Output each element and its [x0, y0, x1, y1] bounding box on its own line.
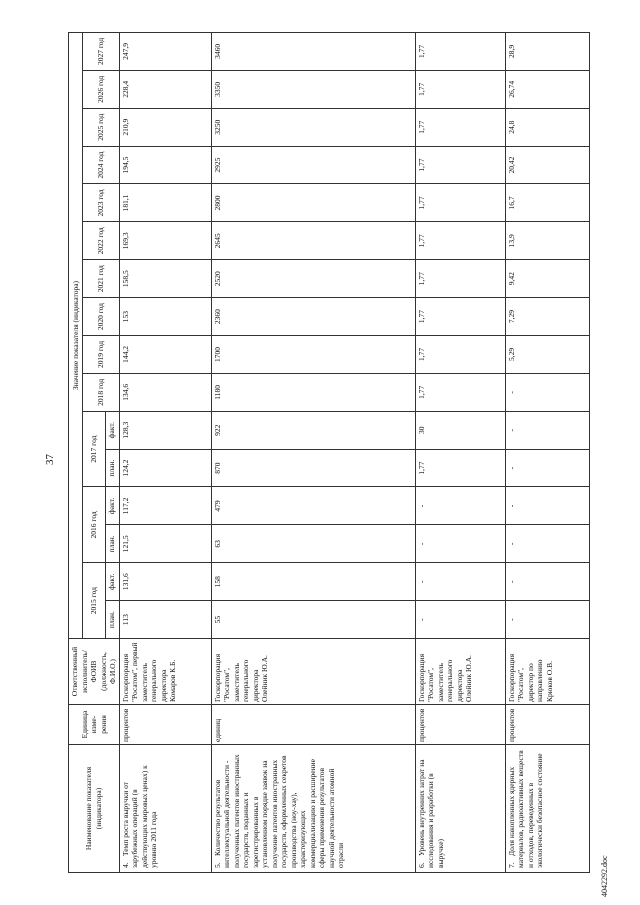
- header-year-2018: 2018 год: [83, 373, 120, 411]
- header-unit: Единица изме-рения: [69, 705, 120, 745]
- value-2027: 3460: [211, 32, 415, 70]
- value-2016-fact: 117,2: [119, 487, 211, 525]
- value-2020: 1,77: [415, 298, 505, 336]
- header-year-2016: 2016 год: [83, 487, 106, 563]
- indicator-name: Темп роста выручки от зарубежных операций (в действующих мировых ценах) к уровню 2011 года: [120, 765, 158, 868]
- value-2016-plan: 63: [211, 525, 415, 563]
- indicator-table: [68, 32, 590, 873]
- value-2021: 2520: [211, 260, 415, 298]
- value-2015-fact: 158: [211, 563, 415, 601]
- value-2015-fact: 131,6: [119, 563, 211, 601]
- header-year-2027: 2027 год: [83, 32, 120, 70]
- value-2019: 5,29: [505, 336, 589, 374]
- indicator-name: Доля накопленных ядерных материалов, радиоактивных веществ и отходов, переведенных в экологически безопасное состояние: [506, 750, 544, 868]
- value-2027: 1,77: [415, 32, 505, 70]
- value-2015-fact: -: [415, 563, 505, 601]
- indicator-name-cell: [415, 745, 505, 873]
- value-2022: 1,77: [415, 222, 505, 260]
- value-2019: 1,77: [415, 336, 505, 374]
- value-2023: 1,77: [415, 184, 505, 222]
- value-2017-plan: -: [505, 449, 589, 487]
- value-2016-plan: 121,5: [119, 525, 211, 563]
- value-2017-fact: 30: [415, 411, 505, 449]
- table-row: [119, 32, 211, 872]
- value-2019: 144,2: [119, 336, 211, 374]
- header-fact-2015: факт.: [105, 563, 119, 601]
- value-2022: 2645: [211, 222, 415, 260]
- header-year-2019: 2019 год: [83, 336, 120, 374]
- value-2026: 1,77: [415, 70, 505, 108]
- value-2016-fact: 479: [211, 487, 415, 525]
- value-2018: 134,6: [119, 373, 211, 411]
- header-year-2021: 2021 год: [83, 260, 120, 298]
- value-2015-plan: 55: [211, 601, 415, 639]
- value-2022: 169,3: [119, 222, 211, 260]
- value-2025: 3250: [211, 108, 415, 146]
- header-name: Наименование показателя (индикатора): [69, 745, 120, 873]
- footer-filename: 4042292.doc: [600, 855, 609, 897]
- value-2016-fact: -: [505, 487, 589, 525]
- unit-cell: единиц: [211, 705, 415, 745]
- value-2020: 7,29: [505, 298, 589, 336]
- value-2015-plan: -: [415, 601, 505, 639]
- indicator-name-cell: [211, 745, 415, 873]
- responsible-cell: Госкорпорация "Росатом", заместитель генерального директора Олейник Ю.А.: [415, 639, 505, 705]
- header-values-group: Значение показателя (индикатора): [69, 32, 83, 638]
- value-2023: 181,1: [119, 184, 211, 222]
- value-2021: 1,77: [415, 260, 505, 298]
- indicator-table-wrap: [68, 33, 580, 873]
- value-2015-plan: 113: [119, 601, 211, 639]
- header-year-2022: 2022 год: [83, 222, 120, 260]
- value-2017-fact: 922: [211, 411, 415, 449]
- value-2025: 1,77: [415, 108, 505, 146]
- value-2022: 13,9: [505, 222, 589, 260]
- table-row: [211, 32, 415, 872]
- value-2024: 194,5: [119, 146, 211, 184]
- value-2027: 28,9: [505, 32, 589, 70]
- value-2018: 1,77: [415, 373, 505, 411]
- responsible-cell: Госкорпорация "Росатом", заместитель генерального директора Олейник Ю.А.: [211, 639, 415, 705]
- value-2020: 153: [119, 298, 211, 336]
- value-2025: 210,9: [119, 108, 211, 146]
- header-plan-2016: план.: [105, 525, 119, 563]
- value-2016-fact: -: [415, 487, 505, 525]
- indicator-name-cell: [119, 745, 211, 873]
- value-2017-fact: 128,3: [119, 411, 211, 449]
- value-2017-plan: 124,2: [119, 449, 211, 487]
- header-plan-2015: план.: [105, 601, 119, 639]
- row-number: 7.: [506, 862, 516, 868]
- indicator-name: Уровень внутренних затрат на исследования и разработки (в выручке): [416, 759, 445, 868]
- value-2027: 247,9: [119, 32, 211, 70]
- value-2017-plan: 870: [211, 449, 415, 487]
- value-2025: 24,8: [505, 108, 589, 146]
- value-2024: 2925: [211, 146, 415, 184]
- value-2020: 2360: [211, 298, 415, 336]
- value-2021: 9,42: [505, 260, 589, 298]
- table-row: [415, 32, 505, 872]
- value-2024: 20,42: [505, 146, 589, 184]
- row-number: 4.: [120, 862, 130, 868]
- header-year-2023: 2023 год: [83, 184, 120, 222]
- value-2023: 16,7: [505, 184, 589, 222]
- unit-cell: процентов: [415, 705, 505, 745]
- value-2018: 1180: [211, 373, 415, 411]
- value-2015-plan: -: [505, 601, 589, 639]
- page-number: 37: [44, 454, 56, 465]
- value-2016-plan: -: [415, 525, 505, 563]
- value-2023: 2800: [211, 184, 415, 222]
- unit-cell: процентов: [505, 705, 589, 745]
- value-2017-fact: -: [505, 411, 589, 449]
- value-2017-plan: 1,77: [415, 449, 505, 487]
- indicator-name-cell: [505, 745, 589, 873]
- responsible-cell: Госкорпорация "Росатом", директор по направлению Крюков О.В.: [505, 639, 589, 705]
- unit-cell: процентов: [119, 705, 211, 745]
- header-year-2015: 2015 год: [83, 563, 106, 639]
- value-2021: 158,5: [119, 260, 211, 298]
- value-2019: 1700: [211, 336, 415, 374]
- row-number: 5.: [212, 862, 222, 868]
- table-row: [505, 32, 589, 872]
- header-year-2025: 2025 год: [83, 108, 120, 146]
- value-2015-fact: -: [505, 563, 589, 601]
- header-year-2020: 2020 год: [83, 298, 120, 336]
- value-2026: 228,4: [119, 70, 211, 108]
- responsible-cell: Госкорпорация "Росатом", первый заместитель генерального директора Комаров К.Б.: [119, 639, 211, 705]
- header-year-2024: 2024 год: [83, 146, 120, 184]
- indicator-name: Количество результатов интеллектуальной деятельности - полученных патентов иностранных государств, поданных и зарегистрированных в установленном порядке заявок на получение патентов иностранных государств, оформленных секретов производства (ноу-хау), характеризующих коммерциализацию и расширение сферы применения результатов научной деятельности атомной отрасли: [212, 754, 345, 868]
- row-number: 6.: [416, 862, 426, 868]
- value-2026: 26,74: [505, 70, 589, 108]
- value-2024: 1,77: [415, 146, 505, 184]
- header-fact-2017: факт.: [105, 411, 119, 449]
- value-2016-plan: -: [505, 525, 589, 563]
- header-plan-2017: план.: [105, 449, 119, 487]
- header-year-2026: 2026 год: [83, 70, 120, 108]
- value-2018: -: [505, 373, 589, 411]
- header-responsible: Ответственный исполнитель/ ФОИВ (должность, Ф.И.О.): [69, 639, 120, 705]
- header-fact-2016: факт.: [105, 487, 119, 525]
- header-year-2017: 2017 год: [83, 411, 106, 487]
- value-2026: 3350: [211, 70, 415, 108]
